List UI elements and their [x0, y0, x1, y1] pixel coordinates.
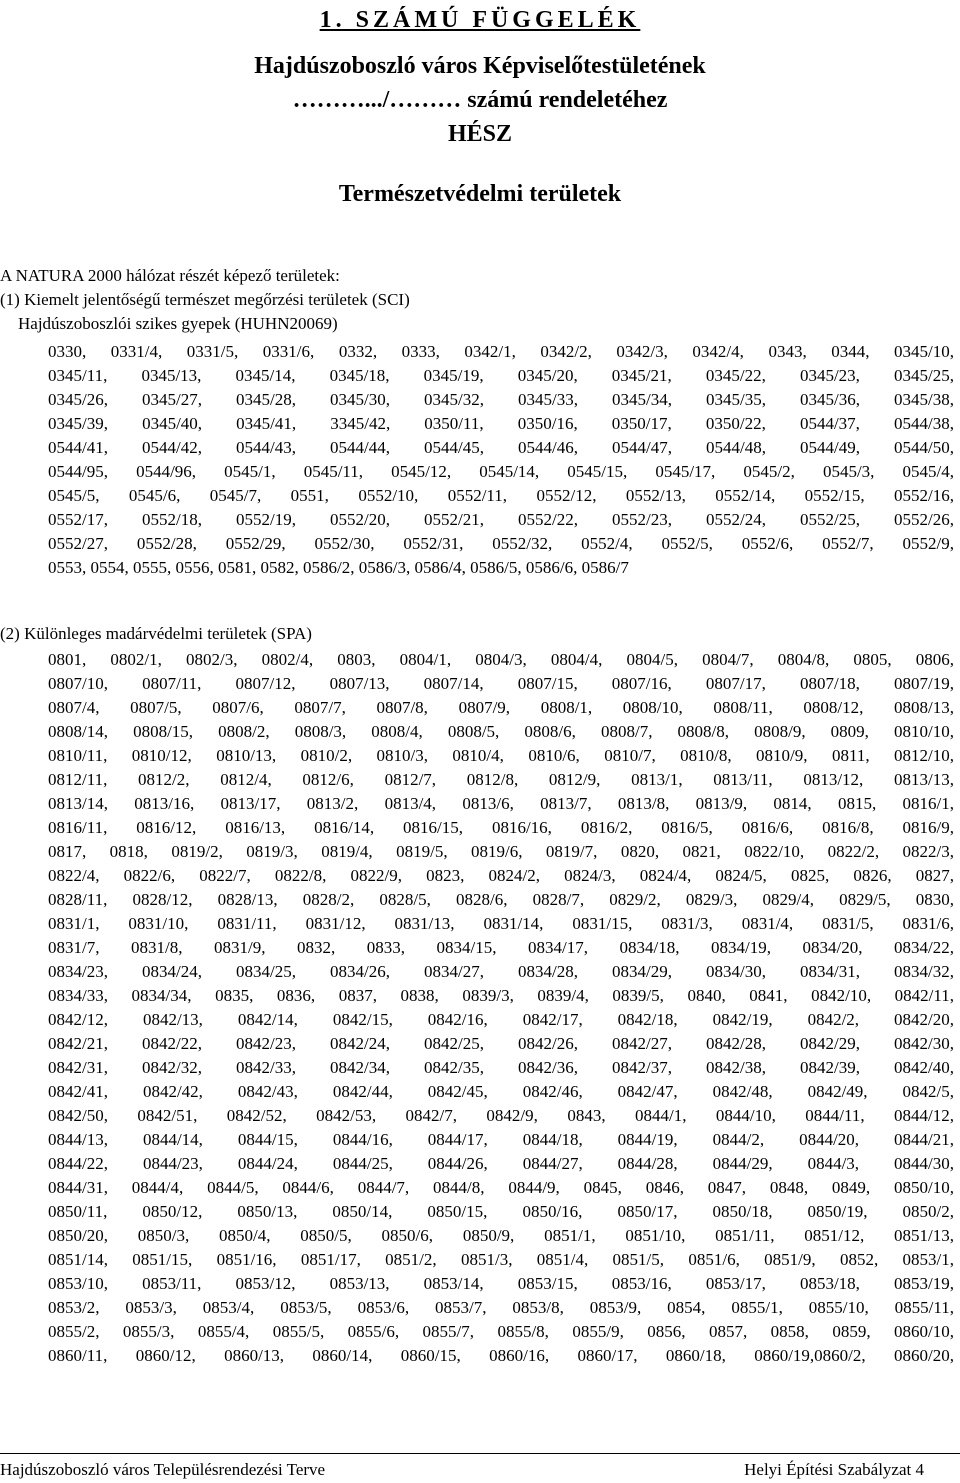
parcel-line: 0544/41, 0544/42, 0544/43, 0544/44, 0544/45, 0544/46, 0544/47, 0544/48, 0544/49, 0544/50, [48, 438, 954, 457]
sci-site-name: Hajdúszoboszlói szikes gyepek (HUHN20069) [18, 314, 338, 333]
spa-heading: (2) Különleges madárvédelmi területek (SPA) [0, 624, 312, 643]
appendix-title: 1. SZÁMÚ FÜGGELÉK [319, 7, 641, 33]
parcel-line: 0842/41, 0842/42, 0842/43, 0842/44, 0842/45, 0842/46, 0842/47, 0842/48, 0842/49, 0842/5, [48, 1082, 954, 1101]
parcel-line: 0831/7, 0831/8, 0831/9, 0832, 0833, 0834/15, 0834/17, 0834/18, 0834/19, 0834/20, 0834/22, [48, 938, 954, 957]
parcel-line: 0813/14, 0813/16, 0813/17, 0813/2, 0813/4, 0813/6, 0813/7, 0813/8, 0813/9, 0814, 0815, 0816/1, [48, 794, 954, 813]
parcel-line: 0831/1, 0831/10, 0831/11, 0831/12, 0831/13, 0831/14, 0831/15, 0831/3, 0831/4, 0831/5, 0831/6, [48, 914, 954, 933]
parcel-line: 0330, 0331/4, 0331/5, 0331/6, 0332, 0333, 0342/1, 0342/2, 0342/3, 0342/4, 0343, 0344, 0345/10, [48, 342, 954, 361]
parcel-line: 0853/2, 0853/3, 0853/4, 0853/5, 0853/6, 0853/7, 0853/8, 0853/9, 0854, 0855/1, 0855/10, 0855/11, [48, 1298, 954, 1317]
parcel-line: 0801, 0802/1, 0802/3, 0802/4, 0803, 0804/1, 0804/3, 0804/4, 0804/5, 0804/7, 0804/8, 0805, 0806, [48, 650, 954, 669]
parcel-line: 0817, 0818, 0819/2, 0819/3, 0819/4, 0819/5, 0819/6, 0819/7, 0820, 0821, 0822/10, 0822/2, 0822/3, [48, 842, 954, 861]
parcel-line: 0345/26, 0345/27, 0345/28, 0345/30, 0345/32, 0345/33, 0345/34, 0345/35, 0345/36, 0345/38, [48, 390, 954, 409]
parcel-line: 0842/31, 0842/32, 0842/33, 0842/34, 0842/35, 0842/36, 0842/37, 0842/38, 0842/39, 0842/40, [48, 1058, 954, 1077]
parcel-line: 0853/10, 0853/11, 0853/12, 0853/13, 0853/14, 0853/15, 0853/16, 0853/17, 0853/18, 0853/19, [48, 1274, 954, 1293]
footer-divider [0, 1453, 960, 1454]
sci-heading: (1) Kiemelt jelentőségű természet megőrzési területek (SCI) [0, 290, 410, 309]
parcel-line: 0844/13, 0844/14, 0844/15, 0844/16, 0844/17, 0844/18, 0844/19, 0844/2, 0844/20, 0844/21, [48, 1130, 954, 1149]
parcel-line: 0844/22, 0844/23, 0844/24, 0844/25, 0844/26, 0844/27, 0844/28, 0844/29, 0844/3, 0844/30, [48, 1154, 954, 1173]
section-title: Természetvédelmi területek [338, 181, 622, 207]
parcel-line: 0812/11, 0812/2, 0812/4, 0812/6, 0812/7, 0812/8, 0812/9, 0813/1, 0813/11, 0813/12, 0813/13, [48, 770, 954, 789]
parcel-line: 0808/14, 0808/15, 0808/2, 0808/3, 0808/4, 0808/5, 0808/6, 0808/7, 0808/8, 0808/9, 0809, 0810/10, [48, 722, 954, 741]
parcel-line: 0842/21, 0842/22, 0842/23, 0842/24, 0842/25, 0842/26, 0842/27, 0842/28, 0842/29, 0842/30, [48, 1034, 954, 1053]
footer-plan-title: Hajdúszoboszló város Településrendezési Terve [0, 1460, 326, 1479]
parcel-line: 0810/11, 0810/12, 0810/13, 0810/2, 0810/3, 0810/4, 0810/6, 0810/7, 0810/8, 0810/9, 0811, 0812/10, [48, 746, 954, 765]
parcel-line: 0545/5, 0545/6, 0545/7, 0551, 0552/10, 0552/11, 0552/12, 0552/13, 0552/14, 0552/15, 0552/16, [48, 486, 954, 505]
parcel-line: 0842/50, 0842/51, 0842/52, 0842/53, 0842/7, 0842/9, 0843, 0844/1, 0844/10, 0844/11, 0844/12, [48, 1106, 954, 1125]
parcel-line: 0816/11, 0816/12, 0816/13, 0816/14, 0816/15, 0816/16, 0816/2, 0816/5, 0816/6, 0816/8, 0816/9, [48, 818, 954, 837]
authority-heading: Hajdúszoboszló város Képviselőtestületének [254, 53, 706, 79]
natura-intro: A NATURA 2000 hálózat részét képező területek: [0, 266, 340, 285]
parcel-line: 0851/14, 0851/15, 0851/16, 0851/17, 0851/2, 0851/3, 0851/4, 0851/5, 0851/6, 0851/9, 0852, 0853/1, [48, 1250, 954, 1269]
hesz-heading: HÉSZ [447, 121, 513, 147]
parcel-line: 0552/17, 0552/18, 0552/19, 0552/20, 0552/21, 0552/22, 0552/23, 0552/24, 0552/25, 0552/26, [48, 510, 954, 529]
parcel-line: 0807/4, 0807/5, 0807/6, 0807/7, 0807/8, 0807/9, 0808/1, 0808/10, 0808/11, 0808/12, 0808/13, [48, 698, 954, 717]
parcel-line: 0850/20, 0850/3, 0850/4, 0850/5, 0850/6, 0850/9, 0851/1, 0851/10, 0851/11, 0851/12, 0851/13, [48, 1226, 954, 1245]
parcel-line: 0807/10, 0807/11, 0807/12, 0807/13, 0807/14, 0807/15, 0807/16, 0807/17, 0807/18, 0807/19, [48, 674, 954, 693]
parcel-line: 0855/2, 0855/3, 0855/4, 0855/5, 0855/6, 0855/7, 0855/8, 0855/9, 0856, 0857, 0858, 0859, 0860/10, [48, 1322, 954, 1341]
parcel-line: 0553, 0554, 0555, 0556, 0581, 0582, 0586/2, 0586/3, 0586/4, 0586/5, 0586/6, 0586/7 [48, 558, 629, 577]
parcel-line: 0834/23, 0834/24, 0834/25, 0834/26, 0834/27, 0834/28, 0834/29, 0834/30, 0834/31, 0834/32, [48, 962, 954, 981]
parcel-line: 0834/33, 0834/34, 0835, 0836, 0837, 0838, 0839/3, 0839/4, 0839/5, 0840, 0841, 0842/10, 0842/11, [48, 986, 954, 1005]
parcel-line: 0345/39, 0345/40, 0345/41, 3345/42, 0350/11, 0350/16, 0350/17, 0350/22, 0544/37, 0544/38, [48, 414, 954, 433]
parcel-line: 0822/4, 0822/6, 0822/7, 0822/8, 0822/9, 0823, 0824/2, 0824/3, 0824/4, 0824/5, 0825, 0826, 0827, [48, 866, 954, 885]
parcel-line: 0844/31, 0844/4, 0844/5, 0844/6, 0844/7, 0844/8, 0844/9, 0845, 0846, 0847, 0848, 0849, 0850/10, [48, 1178, 954, 1197]
parcel-line: 0544/95, 0544/96, 0545/1, 0545/11, 0545/12, 0545/14, 0545/15, 0545/17, 0545/2, 0545/3, 0545/4, [48, 462, 954, 481]
parcel-line: 0345/11, 0345/13, 0345/14, 0345/18, 0345/19, 0345/20, 0345/21, 0345/22, 0345/23, 0345/25, [48, 366, 954, 385]
decree-heading: ……….../……… számú rendeletéhez [292, 87, 668, 113]
parcel-line: 0850/11, 0850/12, 0850/13, 0850/14, 0850/15, 0850/16, 0850/17, 0850/18, 0850/19, 0850/2, [48, 1202, 954, 1221]
spa-parcel-list [48, 648, 954, 1368]
sci-parcel-list [48, 340, 954, 580]
parcel-line: 0828/11, 0828/12, 0828/13, 0828/2, 0828/5, 0828/6, 0828/7, 0829/2, 0829/3, 0829/4, 0829/5, 0830, [48, 890, 954, 909]
parcel-line: 0842/12, 0842/13, 0842/14, 0842/15, 0842/16, 0842/17, 0842/18, 0842/19, 0842/2, 0842/20, [48, 1010, 954, 1029]
footer-regulation-page: Helyi Építési Szabályzat 4 [744, 1460, 924, 1479]
parcel-line: 0552/27, 0552/28, 0552/29, 0552/30, 0552/31, 0552/32, 0552/4, 0552/5, 0552/6, 0552/7, 0552/9, [48, 534, 954, 553]
parcel-line: 0860/11, 0860/12, 0860/13, 0860/14, 0860/15, 0860/16, 0860/17, 0860/18, 0860/19,0860/2, 0860/20, [48, 1346, 954, 1365]
